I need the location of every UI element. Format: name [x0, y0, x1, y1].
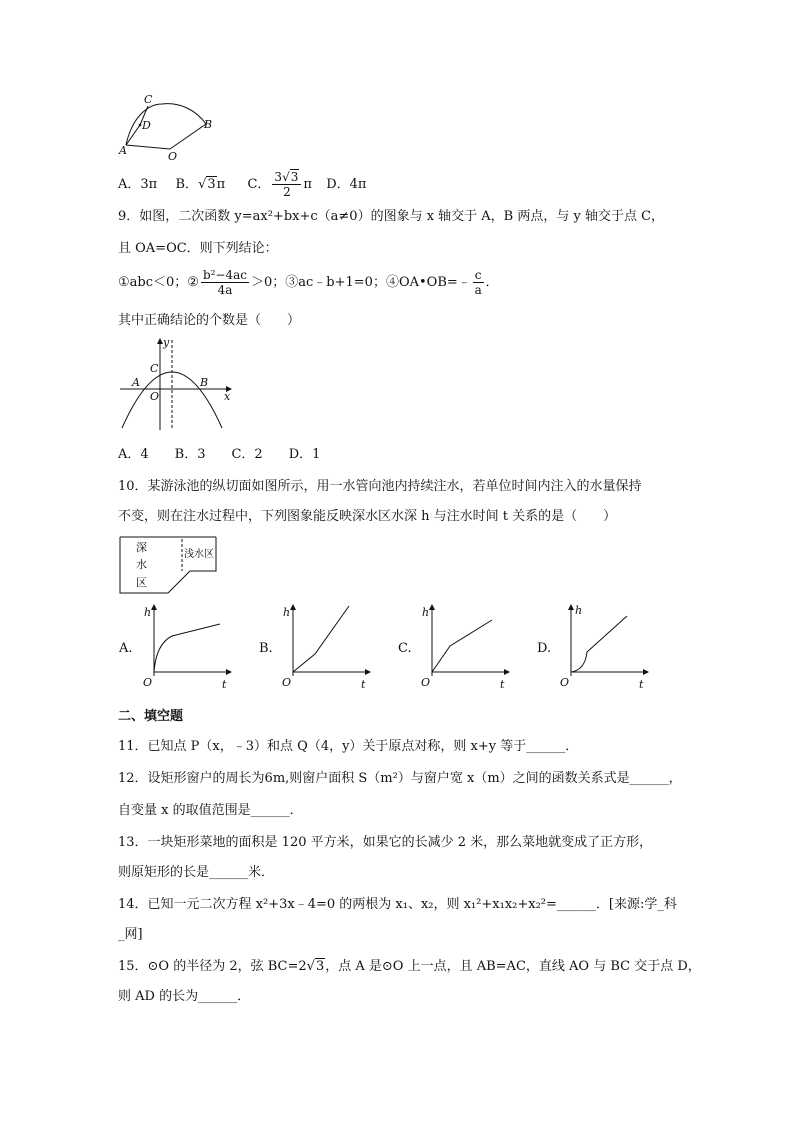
q14-line1: 14．已知一元二次方程 x²+3x﹣4=0 的两根为 x₁、x₂，则 x₁²+x₁x₂+x₂²=______．[来源:学_科: [118, 897, 677, 912]
svg-text:h: h: [283, 606, 291, 619]
q10-line2: 不变，则在注水过程中，下列图象能反映深水区水深 h 与注水时间 t 关系的是（ ）: [118, 509, 617, 524]
sector-figure: [118, 92, 228, 162]
label-d: D: [142, 119, 151, 132]
graph-d-curve: [571, 616, 627, 672]
sector-arc: [126, 104, 206, 145]
q13-line2: 则原矩形的长是______米．: [118, 865, 275, 880]
point-d-dot: [139, 124, 142, 127]
q8-option-d: D．4π: [326, 177, 367, 192]
shallow-label: 浅水区: [184, 549, 214, 560]
label-a: A: [132, 376, 140, 389]
graph-option-a: [140, 602, 235, 692]
q8-option-a: A．3π: [118, 177, 158, 192]
label-y: y: [163, 336, 170, 349]
q10-line1: 10．某游泳池的纵切面如图所示，用一水管向池内持续注水，若单位时间内注入的水量保持: [118, 479, 642, 494]
graph-b-line: [293, 606, 349, 672]
svg-text:t: t: [222, 678, 227, 691]
section-title-fill-in: 二、填空题: [118, 709, 184, 724]
label-x: x: [224, 390, 231, 403]
label-c: C: [144, 93, 153, 106]
label-o: O: [168, 150, 178, 162]
deep-char-2: 水: [136, 558, 147, 571]
svg-text:h: h: [422, 606, 430, 619]
q12-line1: 12．设矩形窗户的周长为6m,则窗户面积 S（m²）与窗户宽 x（m）之间的函数关系式是______，: [118, 771, 682, 786]
deep-char-1: 深: [136, 541, 147, 554]
deep-char-3: 区: [136, 576, 147, 589]
graph-c-line: [432, 620, 492, 672]
sector-side-ob: [170, 124, 206, 149]
pool-outline: [120, 537, 216, 593]
q11-text: 11．已知点 P（x，﹣3）和点 Q（4，y）关于原点对称，则 x+y 等于______．: [118, 739, 579, 754]
graph-a-curve: [154, 624, 220, 672]
q10-option-b-label: B.: [259, 641, 273, 656]
svg-text:t: t: [639, 678, 644, 691]
graph-option-c: [418, 602, 513, 692]
label-b: B: [200, 376, 209, 389]
label-b: B: [204, 118, 213, 131]
graph-option-b: [279, 602, 374, 692]
q13-line1: 13．一块矩形菜地的面积是 120 平方米，如果它的长减少 2 米，那么菜地就变成了正方形，: [118, 835, 653, 850]
q9-line2: 且 OA=OC．则下列结论：: [118, 241, 278, 256]
q9-question: 其中正确结论的个数是（ ）: [118, 313, 301, 328]
pool-figure: [118, 535, 220, 595]
q8-options: [118, 170, 366, 199]
q10-option-a-label: A.: [119, 641, 133, 656]
svg-text:O: O: [282, 676, 292, 689]
svg-text:O: O: [421, 676, 431, 689]
q9-options: A．4 B．3 C．2 D．1: [118, 447, 321, 462]
fraction-discriminant: $\frac{\text{b²−4ac}}{4a}$: [202, 268, 247, 297]
q10-option-c-label: C.: [398, 641, 412, 656]
graph-option-d: [557, 602, 652, 692]
q9-conclusions: ①abc＜0；② $\frac{\text{b²−4ac}}{4a}$ ＞0；③ac﹣b+1=0；④OA•OB=﹣ $\frac{c}{a}$ ．: [118, 268, 499, 297]
label-o: O: [150, 390, 160, 403]
label-a: A: [119, 144, 127, 157]
q9-line1: 9．如图，二次函数 y=ax²+bx+c（a≠0）的图象与 x 轴交于 A，B 两点，与 y 轴交于点 C，: [118, 209, 665, 224]
q10-option-d-label: D.: [537, 641, 552, 656]
fraction-c-over-a: $\frac{c}{a}$: [474, 268, 482, 297]
q12-line2: 自变量 x 的取值范围是______．: [118, 803, 303, 818]
svg-text:h: h: [575, 604, 583, 617]
q8-option-c: C． $\frac{3√3}{2}$ π: [247, 170, 312, 199]
svg-text:O: O: [560, 676, 570, 689]
q15-line1: 15．⊙O 的半径为 2，弦 BC=2√3，点 A 是⊙O 上一点，且 AB=AC，直线 AO 与 BC 交于点 D，: [118, 959, 701, 974]
svg-text:t: t: [500, 678, 505, 691]
svg-text:O: O: [143, 676, 153, 689]
svg-text:t: t: [361, 678, 366, 691]
parabola-figure: [118, 336, 234, 432]
q14-line2: _网]: [118, 927, 143, 942]
q8-option-b: B．√3π: [175, 177, 226, 192]
svg-text:h: h: [144, 606, 152, 619]
sector-side-ao: [126, 145, 170, 149]
q15-line2: 则 AD 的长为______．: [118, 989, 251, 1004]
label-c: C: [150, 362, 159, 375]
sector-chord-ad: [126, 125, 140, 145]
